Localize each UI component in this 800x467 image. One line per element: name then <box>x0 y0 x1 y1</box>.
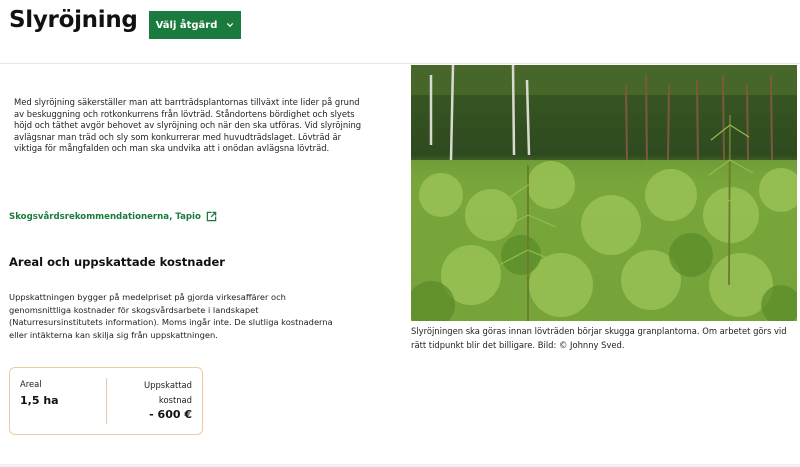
photo-caption: Slyröjningen ska göras innan lövträden börjar skugga granplantorna. Om arbetet görs vid rätt tidpunkt blir det billigare. Bild: © Johnny Sved. <box>411 326 787 350</box>
cost-value: - 600 € <box>149 408 192 421</box>
choose-action-dropdown[interactable] <box>149 11 241 39</box>
area-label: Areal <box>20 379 42 389</box>
area-value: 1,5 ha <box>20 394 59 407</box>
external-link-icon <box>206 211 217 222</box>
card-divider <box>106 378 107 424</box>
intro-text: Med slyröjning säkerställer man att barrträdsplantornas tillväxt inte lider på grund av beskuggning och rotkonkurrens från lövträd. Ståndortens bördighet och slyets höjd och täthet avgör behovet av slyröjning och när den ska utföras. Vid slyröjning avlägsnar man träd och sly som konkurrerar med huvudträdslaget. Lövträd är viktiga för mångfalden och man ska undvika att i onödan avlägsna lövträd. <box>14 97 362 153</box>
tapio-recommendations-link[interactable] <box>9 211 217 222</box>
page-header <box>0 0 800 64</box>
cost-label: Uppskattad kostnad <box>144 380 192 405</box>
estimate-section-title: Areal och uppskattade kostnader <box>9 255 225 269</box>
chevron-down-icon <box>226 21 234 29</box>
cost-estimate-card <box>9 367 203 435</box>
forest-photo-illustration <box>411 65 797 321</box>
forest-photo <box>411 65 797 321</box>
estimate-description: Uppskattningen bygger på medelpriset på gjorda virkesaffärer och genomsnittliga kostnader för skogsvårdsarbete i landskapet (Naturresursinstitutets information). Moms ingår inte. De slutliga kostnaderna eller intäkterna kan skilja sig från uppskattningen. <box>9 292 333 340</box>
link-label: Skogsvårdsrekommendationerna, Tapio <box>9 211 201 222</box>
page-title: Slyröjning <box>9 7 138 33</box>
choose-action-label: Välj åtgärd <box>155 19 218 31</box>
